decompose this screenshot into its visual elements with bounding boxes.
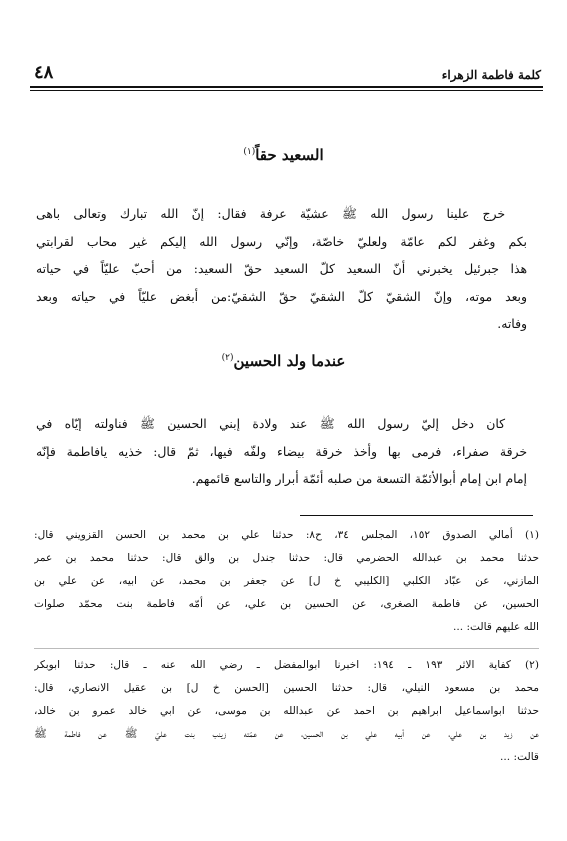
footnote-line: عن زيد بن علي، عن أبيه علي بن الحسين، عن عمّته زينب بنت عليّ ﷺ عن فاطمة ﷺ — [34, 728, 539, 740]
header-rule-thin — [30, 90, 543, 91]
footnote-line: (٢) كفاية الاثر ١٩٣ ـ ١٩٤: اخبرنا ابوالمفضل ـ رضي الله عنه ـ قال: حدثنا ابوبكر — [34, 659, 539, 671]
footnote-line: قالت: ... — [500, 751, 539, 763]
section-heading-1 — [0, 146, 567, 164]
footnote-line: المازني، عن عبّاد الكلبي [الكليبي خ ل] عن جعفر بن محمد، عن ابيه، عن علي بن — [34, 575, 539, 587]
footnote-1 — [34, 524, 539, 639]
header-rule-thick — [30, 86, 543, 88]
footnote-2 — [34, 654, 539, 769]
section-heading-2-note: (٢) — [221, 353, 234, 363]
paragraph-line: إمام ابن إمام أبوالأئمّة التسعة من صلبه أئمّة أبرار والتاسع قائمهم. — [191, 471, 527, 486]
page-number: ٤٨ — [34, 62, 54, 83]
section-heading-2-text: عندما ولد الحسين — [233, 352, 346, 370]
paragraph-line: خرقة صفراء، فرمى بها وأخذ خرقة بيضاء ولفّه فيها، ثمّ قال: خذيه يافاطمة فإنّه — [36, 443, 527, 459]
footnote-rule — [300, 515, 533, 516]
footnote-line: (١) أمالي الصدوق ١٥٢، المجلس ٣٤، ح٨: حدثنا علي بن محمد بن الحسن القزويني قال: — [34, 529, 539, 541]
paragraph-line: كان دخل إليّ رسول الله ﷺ عند ولادة إبني الحسين ﷺ فناولته إيّاه في — [36, 416, 505, 431]
footnote-line: الله عليهم قالت: ... — [452, 621, 539, 633]
section-heading-1-text: السعيد حقاً — [255, 146, 324, 164]
running-header — [34, 58, 541, 82]
footnote-line: حدثنا محمد بن عبدالله الحضرمي قال: حدثنا جندل بن والق قال: حدثنا محمد بن عمر — [34, 552, 539, 564]
section-1-paragraph — [36, 200, 527, 338]
section-2-paragraph — [36, 410, 527, 493]
footnote-line: محمد بن مسعود النيلي، قال: حدثنا الحسين [الحسن خ ل] بن عقيل الانصاري، قال: — [34, 682, 539, 694]
footnote-divider — [34, 648, 539, 649]
paragraph-line: بكم وغفر لكم عامّة ولعليّ خاصّة، وإنّي رسول الله إليكم غير محاب لقرابتي — [36, 233, 527, 249]
footnote-line: حدثنا ابواسماعيل ابراهيم بن احمد عن عبدالله بن موسى، عن ابي خالد عمرو بن خالد، — [34, 705, 539, 717]
paragraph-line: وفاته. — [497, 316, 527, 331]
paragraph-line: هذا جبرئيل يخبرني أنّ السعيد كلّ السعيد حقّ السعيد: من أحبّ عليّاً في حياته — [36, 261, 527, 276]
section-heading-2 — [0, 352, 567, 370]
footnote-line: الحسين، عن فاطمة الصغرى، عن الحسين بن علي، عن أمّه فاطمة بنت محمّد صلوات — [34, 598, 539, 610]
paragraph-line: وبعد موته، وإنّ الشقيّ كلّ الشقيّ حقّ الشقيّ:من أبغض عليّاً في حياته وبعد — [36, 288, 527, 304]
running-title: كلمة فاطمة الزهراء — [441, 68, 541, 82]
paragraph-line: خرج علينا رسول الله ﷺ عشيّة عرفة فقال: إنّ الله تبارك وتعالى باهى — [36, 206, 505, 221]
section-heading-1-note: (١) — [243, 147, 256, 157]
